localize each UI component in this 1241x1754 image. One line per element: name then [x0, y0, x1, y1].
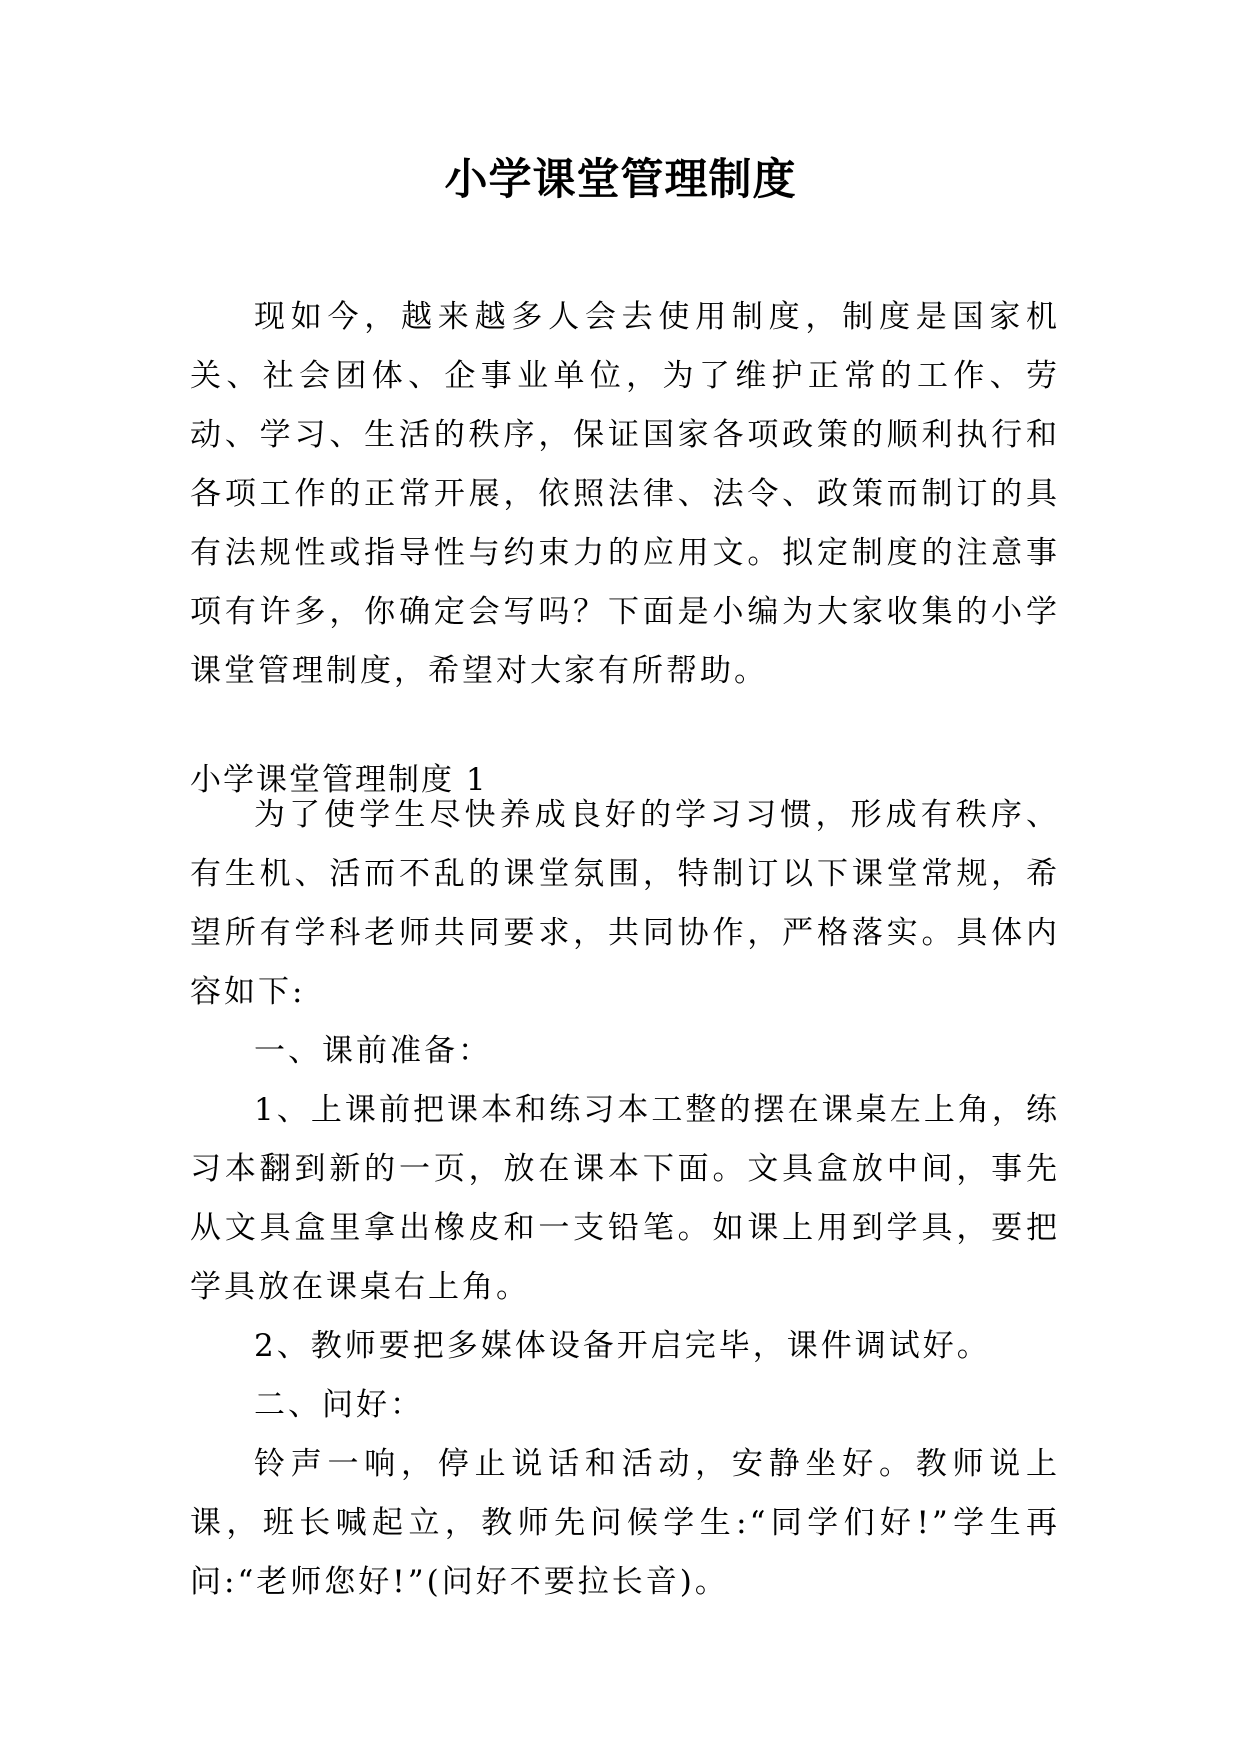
section-heading: 小学课堂管理制度 1	[190, 762, 488, 798]
paragraph-item-1: 1、上课前把课本和练习本工整的摆在课桌左上角，练习本翻到新的一页，放在课本下面。文具盒放中间，事先从文具盒里拿出橡皮和一支铅笔。如课上用到学具，要把学具放在课桌右上角。	[190, 1092, 1060, 1305]
paragraph-item-2: 2、教师要把多媒体设备开启完毕，课件调试好。	[254, 1328, 991, 1364]
intro-paragraph: 现如今，越来越多人会去使用制度，制度是国家机关、社会团体、企事业单位，为了维护正常的工作、劳动、学习、生活的秩序，保证国家各项政策的顺利执行和各项工作的正常开展，依照法律、法令、政策而制订的具有法规性或指导性与约束力的应用文。拟定制度的注意事项有许多，你确定会写吗？下面是小编为大家收集的小学课堂管理制度，希望对大家有所帮助。	[190, 299, 1060, 689]
paragraph-greeting: 铃声一响，停止说话和活动，安静坐好。教师说上课，班长喊起立，教师先问候学生:“同学们好!”学生再问:“老师您好!”(问好不要拉长音)。	[190, 1446, 1060, 1600]
section-content	[190, 786, 1060, 1612]
heading-preparation: 一、课前准备：	[254, 1033, 492, 1069]
document-title: 小学课堂管理制度	[444, 155, 797, 205]
heading-greeting: 二、问好：	[254, 1387, 424, 1423]
paragraph-purpose: 为了使学生尽快养成良好的学习习惯，形成有秩序、有生机、活而不乱的课堂氛围，特制订以下课堂常规，希望所有学科老师共同要求，共同协作，严格落实。具体内容如下:	[190, 797, 1060, 1010]
